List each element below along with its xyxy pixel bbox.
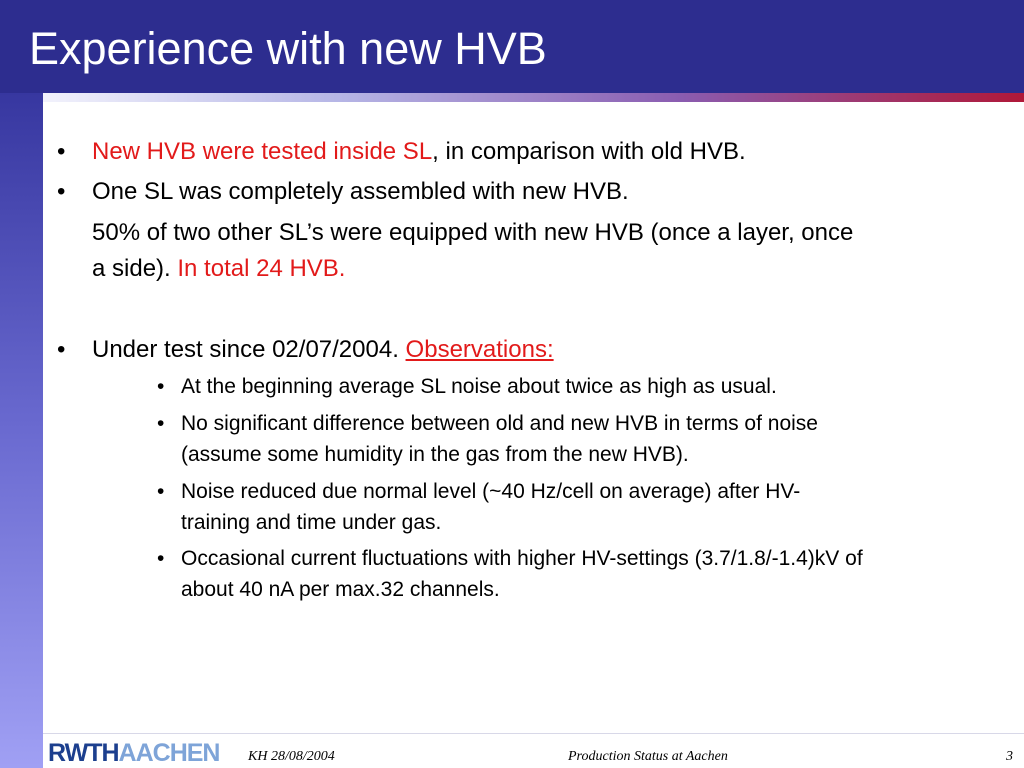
bullet-item-1 [92,137,746,167]
slide-title: Experience with new HVB [29,23,547,74]
sub-bullet-glyph: • [157,480,165,503]
observation-2-line-1: No significant difference between old and new HVB in terms of noise [181,412,818,435]
rwth-aachen-logo [48,740,219,766]
bullet-glyph: • [57,336,66,363]
footer-presentation-title: Production Status at Aachen [568,749,728,764]
bullet-glyph: • [57,138,66,165]
observation-3-line-2: training and time under gas. [181,511,442,534]
paragraph-line-1: 50% of two other SL’s were equipped with new HVB (once a layer, once [92,219,854,246]
bullet-item-1-highlight: New HVB were tested inside SL [92,138,433,165]
sub-bullet-glyph: • [157,547,165,570]
observation-1-line-1: At the beginning average SL noise about twice as high as usual. [181,375,777,398]
bullet-item-1-text: , in comparison with old HVB. [432,138,746,165]
logo-part-rwth: RWTH [48,739,119,767]
footer-rule [43,733,1024,734]
observation-3-line-1: Noise reduced due normal level (~40 Hz/cell on average) after HV- [181,480,801,503]
sub-bullet-glyph: • [157,375,165,398]
paragraph-line-2-text: a side). [92,255,178,282]
observations-heading: Observations: [405,336,554,363]
bullet-item-3 [92,335,554,365]
paragraph-highlight: In total 24 HVB. [177,255,346,282]
bullet-glyph: • [57,178,66,205]
footer-page-number: 3 [1006,749,1013,764]
logo-part-aachen: AACHEN [118,739,220,767]
bullet-item-3-text: Under test since 02/07/2004. [92,336,406,363]
observation-2-line-2: (assume some humidity in the gas from the new HVB). [181,443,689,466]
footer-author-date: KH 28/08/2004 [248,749,335,764]
paragraph-line-2 [92,254,345,284]
sub-bullet-glyph: • [157,412,165,435]
observation-4-line-1: Occasional current fluctuations with higher HV-settings (3.7/1.8/-1.4)kV of [181,547,863,570]
bullet-item-2: One SL was completely assembled with new HVB. [92,178,629,205]
observation-4-line-2: about 40 nA per max.32 channels. [181,578,500,601]
